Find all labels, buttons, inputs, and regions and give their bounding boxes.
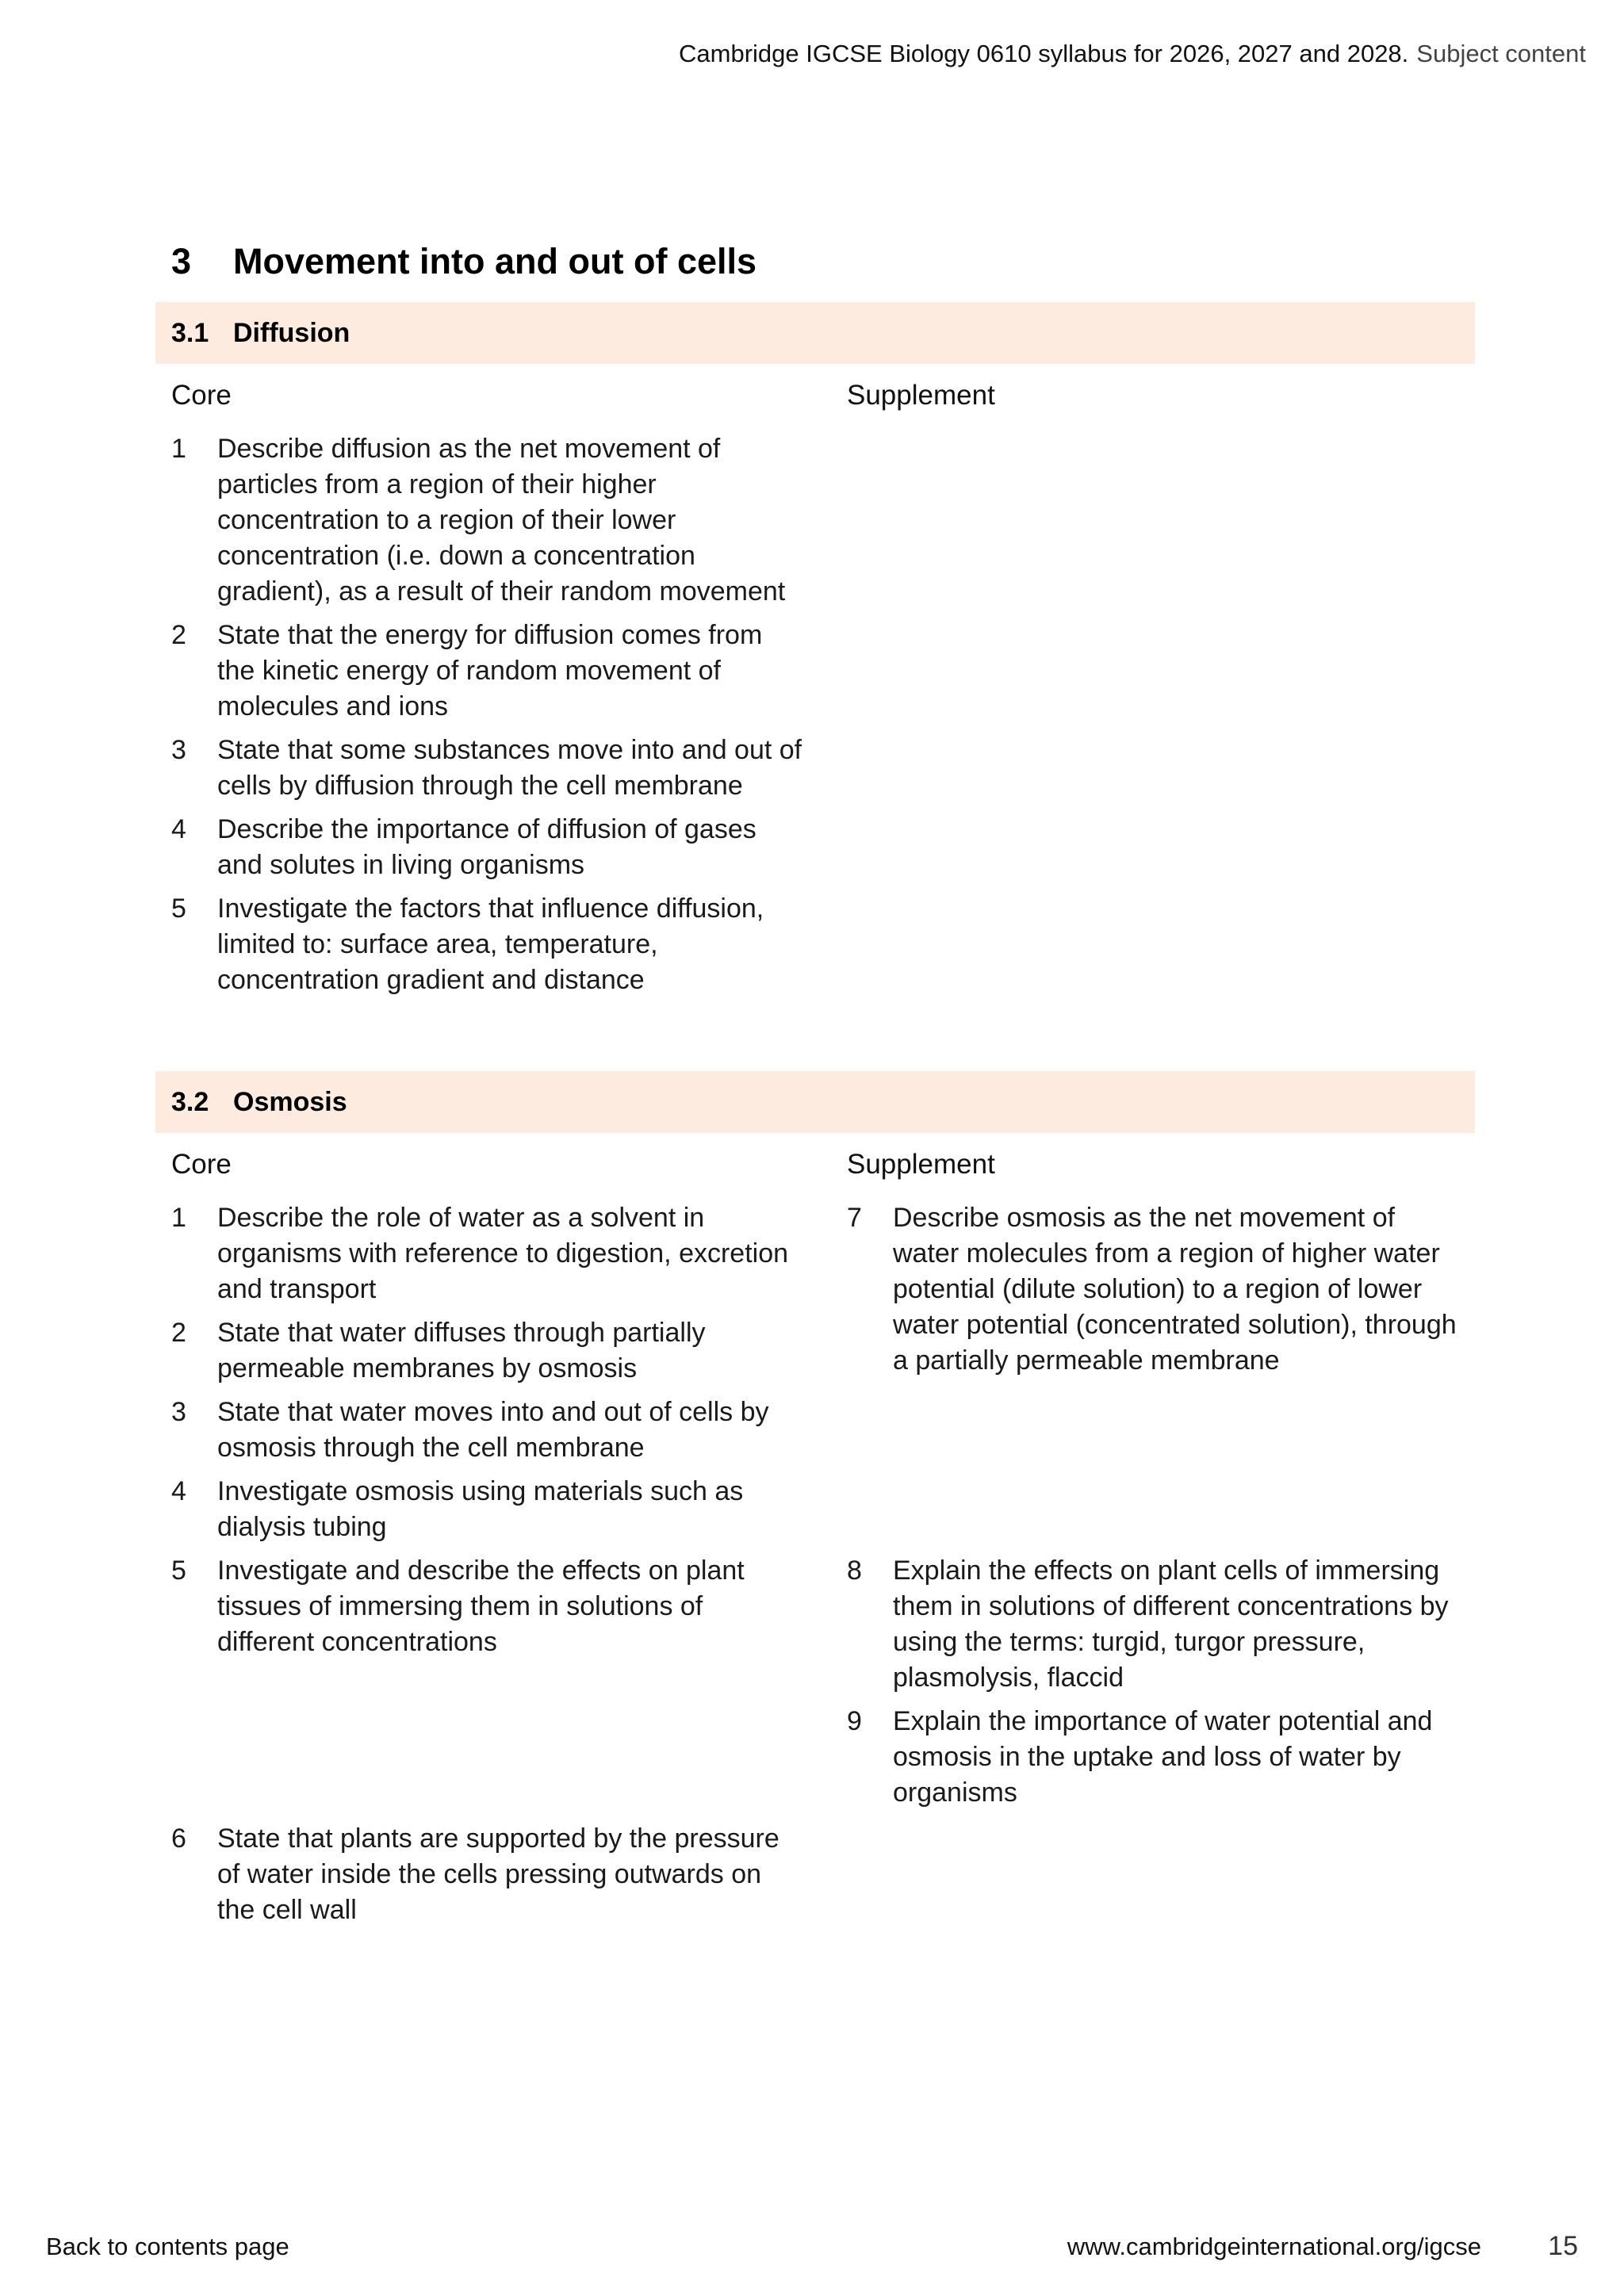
core-column-heading: Core <box>171 1149 232 1180</box>
section-title: Diffusion <box>233 317 350 348</box>
item-text: Explain the importance of water potential and osmosis in the uptake and loss of water by organisms <box>893 1706 1433 1808</box>
item-number: 6 <box>171 1823 186 1854</box>
item-number: 2 <box>171 1318 186 1348</box>
item-text: State that some substances move into and out of cells by diffusion through the cell membrane <box>217 735 802 801</box>
section-title: Osmosis <box>233 1086 347 1117</box>
item-number: 4 <box>171 814 186 844</box>
supplement-column-heading: Supplement <box>847 1149 995 1180</box>
header-subject: Subject content <box>1416 40 1586 67</box>
item-number: 3 <box>171 1397 186 1427</box>
item-text: State that water moves into and out of cells by osmosis through the cell membrane <box>217 1397 769 1463</box>
item-text: Investigate osmosis using materials such as dialysis tubing <box>217 1476 744 1542</box>
item-number: 1 <box>171 1203 186 1233</box>
item-number: 4 <box>171 1476 186 1506</box>
section-diffusion <box>155 302 1475 995</box>
item-number: 5 <box>171 1556 186 1586</box>
running-header <box>679 40 1586 68</box>
item-text: Describe osmosis as the net movement of water molecules from a region of higher water potential (dilute solution) to a region of lower water potential (concentrated solution), through a partially permeable membrane <box>893 1203 1457 1376</box>
section-osmosis <box>155 1071 1475 1925</box>
item-text: Explain the effects on plant cells of immersing them in solutions of different concentrations by using the terms: turgid, turgor pressure, plasmolysis, flaccid <box>893 1556 1449 1693</box>
section-header-bar <box>155 302 1475 364</box>
item-number: 2 <box>171 620 186 650</box>
section-number: 3.2 <box>171 1086 209 1117</box>
item-text: Investigate and describe the effects on plant tissues of immersing them in solutions of different concentrations <box>217 1556 745 1657</box>
item-number: 9 <box>847 1706 862 1736</box>
item-number: 3 <box>171 735 186 765</box>
chapter-title-text: Movement into and out of cells <box>233 241 757 281</box>
item-text: Describe the importance of diffusion of gases and solutes in living organisms <box>217 814 756 880</box>
item-text: State that water diffuses through partially permeable membranes by osmosis <box>217 1318 706 1383</box>
chapter-title <box>171 241 756 282</box>
core-column-heading: Core <box>171 380 232 411</box>
item-number: 8 <box>847 1556 862 1586</box>
item-text: Describe diffusion as the net movement of particles from a region of their higher concentration to a region of their lower concentration (i.e. down a concentration gradient), as a result of their random movement <box>217 434 786 607</box>
page-number: 15 <box>1548 2231 1578 2261</box>
item-text: State that plants are supported by the pressure of water inside the cells pressing outwards on the cell wall <box>217 1823 779 1925</box>
item-text: State that the energy for diffusion comes from the kinetic energy of random movement of molecules and ions <box>217 620 763 721</box>
item-text: Describe the role of water as a solvent in organisms with reference to digestion, excretion and transport <box>217 1203 789 1304</box>
website-link[interactable]: www.cambridgeinternational.org/igcse <box>1067 2233 1481 2260</box>
section-number: 3.1 <box>171 317 209 348</box>
item-number: 5 <box>171 894 186 924</box>
section-header-bar <box>155 1071 1475 1133</box>
item-text: Investigate the factors that influence diffusion, limited to: surface area, temperature, concentration gradient and distance <box>217 894 764 995</box>
item-number: 7 <box>847 1203 862 1233</box>
item-number: 1 <box>171 434 186 464</box>
chapter-number: 3 <box>171 241 192 281</box>
back-to-contents-link[interactable]: Back to contents page <box>46 2233 289 2260</box>
supplement-column-heading: Supplement <box>847 380 995 411</box>
header-title: Cambridge IGCSE Biology 0610 syllabus for 2026, 2027 and 2028. <box>679 40 1409 67</box>
